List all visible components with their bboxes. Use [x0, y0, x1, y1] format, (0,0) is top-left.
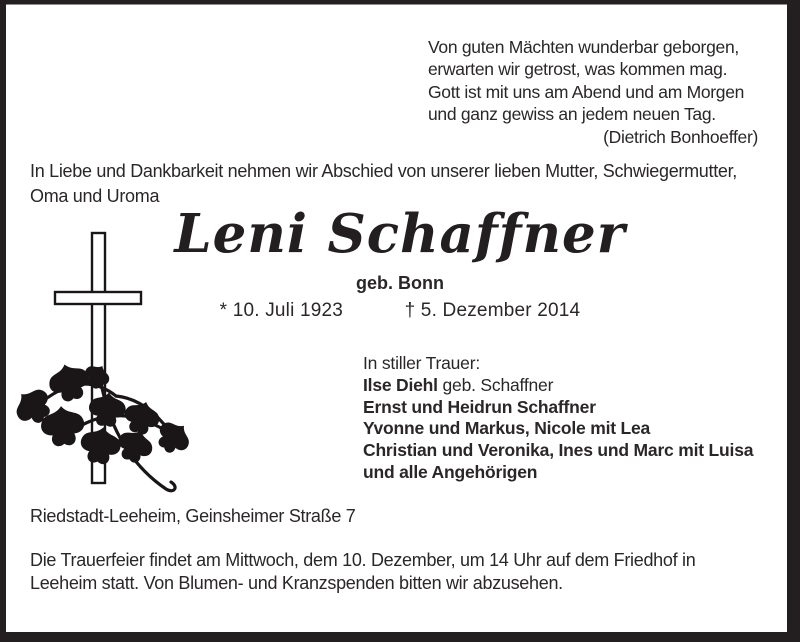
mourner-name-suffix: geb. Schaffner: [437, 374, 554, 395]
funeral-details: [30, 549, 782, 595]
funeral-line: Leeheim statt. Von Blumen- und Kranzspenden bitten wir abzusehen.: [30, 573, 563, 593]
life-dates: [0, 300, 800, 322]
ivy-leaves: [8, 359, 196, 467]
verse-line: erwarten wir getrost, was kommen mag.: [428, 59, 728, 80]
mourner-line: Yvonne und Markus, Nicole mit Lea: [363, 418, 651, 439]
introduction-line: Oma und Uroma: [30, 186, 160, 206]
death-date: † 5. Dezember 2014: [404, 300, 581, 321]
introduction-line: In Liebe und Dankbarkeit nehmen wir Abschied von unserer lieben Mutter, Schwiegermutter,: [30, 161, 738, 181]
verse-line: und ganz gewiss an jedem neuen Tag.: [428, 104, 716, 125]
scan-border-bottom: [0, 632, 800, 642]
mourner-line: Ernst und Heidrun Schaffner: [363, 396, 596, 417]
mourners-block: [363, 353, 753, 484]
verse-attribution: (Dietrich Bonhoeffer): [603, 126, 758, 147]
funeral-line: Die Trauerfeier findet am Mittwoch, dem 10. Dezember, um 14 Uhr auf dem Friedhof in: [30, 550, 696, 570]
cross-with-ivy-icon: [8, 226, 203, 511]
opening-verse: [428, 36, 780, 148]
verse-line: Gott ist mit uns am Abend und am Morgen: [428, 81, 745, 102]
deceased-birth-name: geb. Bonn: [356, 273, 444, 293]
mourners-heading: In stiller Trauer:: [363, 353, 480, 373]
deceased-name: Leni Schaffner: [174, 203, 626, 265]
scan-border-top-gray-line: [0, 4, 800, 5]
introduction-text: [30, 159, 782, 209]
mourner-line: [363, 375, 753, 397]
mourner-name: Ilse Diehl: [363, 374, 438, 395]
mourner-line: Christian und Veronika, Ines und Marc mit Luisa: [363, 440, 754, 461]
mourner-line: und alle Angehörigen: [363, 461, 538, 482]
verse-line: Von guten Mächten wunderbar geborgen,: [428, 37, 739, 57]
birth-date: * 10. Juli 1923: [219, 300, 344, 321]
address-line: Riedstadt-Leeheim, Geinsheimer Straße 7: [30, 506, 356, 526]
